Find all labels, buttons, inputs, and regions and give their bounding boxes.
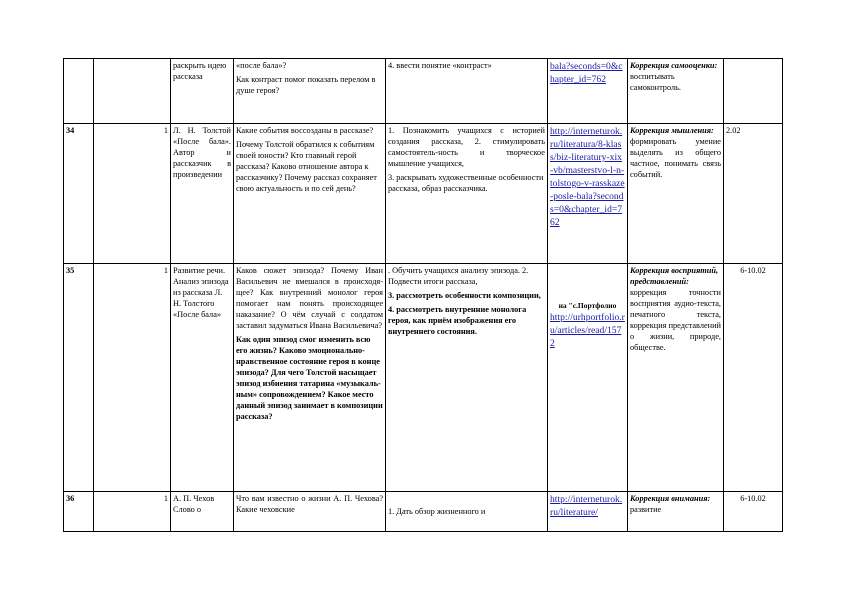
date-cell: 6-10.02 — [724, 492, 783, 532]
resource-cell — [548, 59, 628, 124]
content-text: Каков сюжет эпизода? Почему Иван Васильевич не вмешался в происходя-щее? Как внутренний монолог героя помогает нам понять происходящее наказание? О чём случай с солдатом заставил задуматься Ивана Васильевича? — [236, 266, 383, 330]
correction-text: формировать умение выделять из общего частное, понимать связь событий. — [630, 137, 721, 179]
correction-text: воспитывать самоконтроль. — [630, 72, 681, 92]
topic-cell: Развитие речи. Анализ эпизода из рассказа Л. Н. Толстого «После бала» — [171, 264, 234, 492]
content-text: Какие события воссозданы в рассказе? — [236, 126, 374, 135]
goal-text: 4. рассмотреть внутренние монолога героя, как приём изображения его внутреннего состояния. — [388, 305, 527, 336]
content-cell — [234, 492, 386, 532]
correction-title: Коррекция восприятий, представлений: — [630, 266, 719, 286]
hours-cell: 1 — [94, 124, 171, 264]
goal-text: 1. Дать обзор жизненного и — [388, 507, 486, 516]
lesson-number-cell: 34 — [64, 124, 94, 264]
content-cell — [234, 264, 386, 492]
correction-text: коррекция точности восприятия аудио-текста, печатного текста, коррекция представлений о жизни, природе, обществе. — [630, 288, 721, 352]
hours-cell: 1 — [94, 492, 171, 532]
goal-text: 3. раскрывать художественные особенности рассказа, образ рассказчика. — [388, 173, 544, 193]
correction-cell — [628, 59, 724, 124]
date-cell: 6-10.02 — [724, 264, 783, 492]
lesson-number-cell: 36 — [64, 492, 94, 532]
topic-cell: Л. Н. Толстой «После бала». Автор и рассказчик в произведении — [171, 124, 234, 264]
correction-title: Коррекция внимания: — [630, 494, 711, 503]
table-row — [64, 264, 783, 492]
goals-cell — [386, 264, 548, 492]
goals-cell — [386, 492, 548, 532]
correction-cell — [628, 124, 724, 264]
goal-text: 3. рассмотреть особенности композиции, — [388, 291, 541, 300]
goals-cell — [386, 124, 548, 264]
date-cell: 2.02 — [724, 124, 783, 264]
resource-link[interactable]: http://urhportfolio.ru/articles/read/1572 — [550, 312, 625, 349]
hours-cell: 1 — [94, 264, 171, 492]
resource-prefix: на "с.Портфолио — [558, 301, 617, 310]
topic-cell: раскрыть идею рассказа — [171, 59, 234, 124]
topic-cell: А. П. Чехов Слово о — [171, 492, 234, 532]
correction-text: развитие — [630, 505, 662, 514]
date-cell — [724, 59, 783, 124]
hours-cell — [94, 59, 171, 124]
goals-cell — [386, 59, 548, 124]
resource-cell — [548, 492, 628, 532]
table-row — [64, 492, 783, 532]
lesson-plan-table — [63, 58, 783, 532]
goal-text: . Обучить учащихся анализу эпизода. 2. Подвести итоги рассказа, — [388, 266, 529, 286]
content-text: «после бала»? — [236, 61, 287, 70]
content-text: Что вам известно о жизни А. П. Чехова? Какие чеховские — [236, 494, 383, 514]
correction-cell — [628, 492, 724, 532]
correction-cell — [628, 264, 724, 492]
lesson-number-cell: 35 — [64, 264, 94, 492]
goal-text: 4. ввести понятие «контраст» — [388, 61, 492, 70]
content-cell — [234, 124, 386, 264]
table-row — [64, 59, 783, 124]
correction-title: Коррекция самооценки: — [630, 61, 718, 70]
content-text: Почему Толстой обратился к событиям своей юности? Кто главный герой рассказа? Каково отношение автора к рассказчику? Почему рассказ сохраняет свою актуальность и по сей день? — [236, 140, 377, 193]
resource-cell — [548, 124, 628, 264]
resource-cell — [548, 264, 628, 492]
resource-link[interactable]: bala?seconds=0&chapter_id=762 — [550, 61, 623, 85]
content-cell — [234, 59, 386, 124]
resource-link[interactable]: http://interneturok.ru/literature/ — [550, 494, 623, 518]
content-text: Как один эпизод смог изменить всю его жизнь? Каково эмоционально- нравственное состояние героя в конце эпизода? Для чего Толстой насыщает эпизод избиения татарина «музыкаль-ным» сопровождением? Какое место данный эпизод занимает в композиции рассказа? — [236, 335, 383, 421]
content-text: Как контраст помог показать перелом в душе героя? — [236, 75, 376, 95]
lesson-number-cell — [64, 59, 94, 124]
goal-text: 1. Познакомить учащихся с историей создания рассказа, 2. стимулировать самостоятель-ность и творческое мышление учащихся, — [388, 126, 545, 168]
resource-link[interactable]: http://interneturok.ru/literatura/8-klass/biz-literatury-xix-vb/masterstvo-l-n-tolstogo-v-rasskaze-posle-bala?seconds=0&chapter_id=762 — [550, 126, 625, 228]
table-row — [64, 124, 783, 264]
correction-title: Коррекция мышления: — [630, 126, 714, 135]
